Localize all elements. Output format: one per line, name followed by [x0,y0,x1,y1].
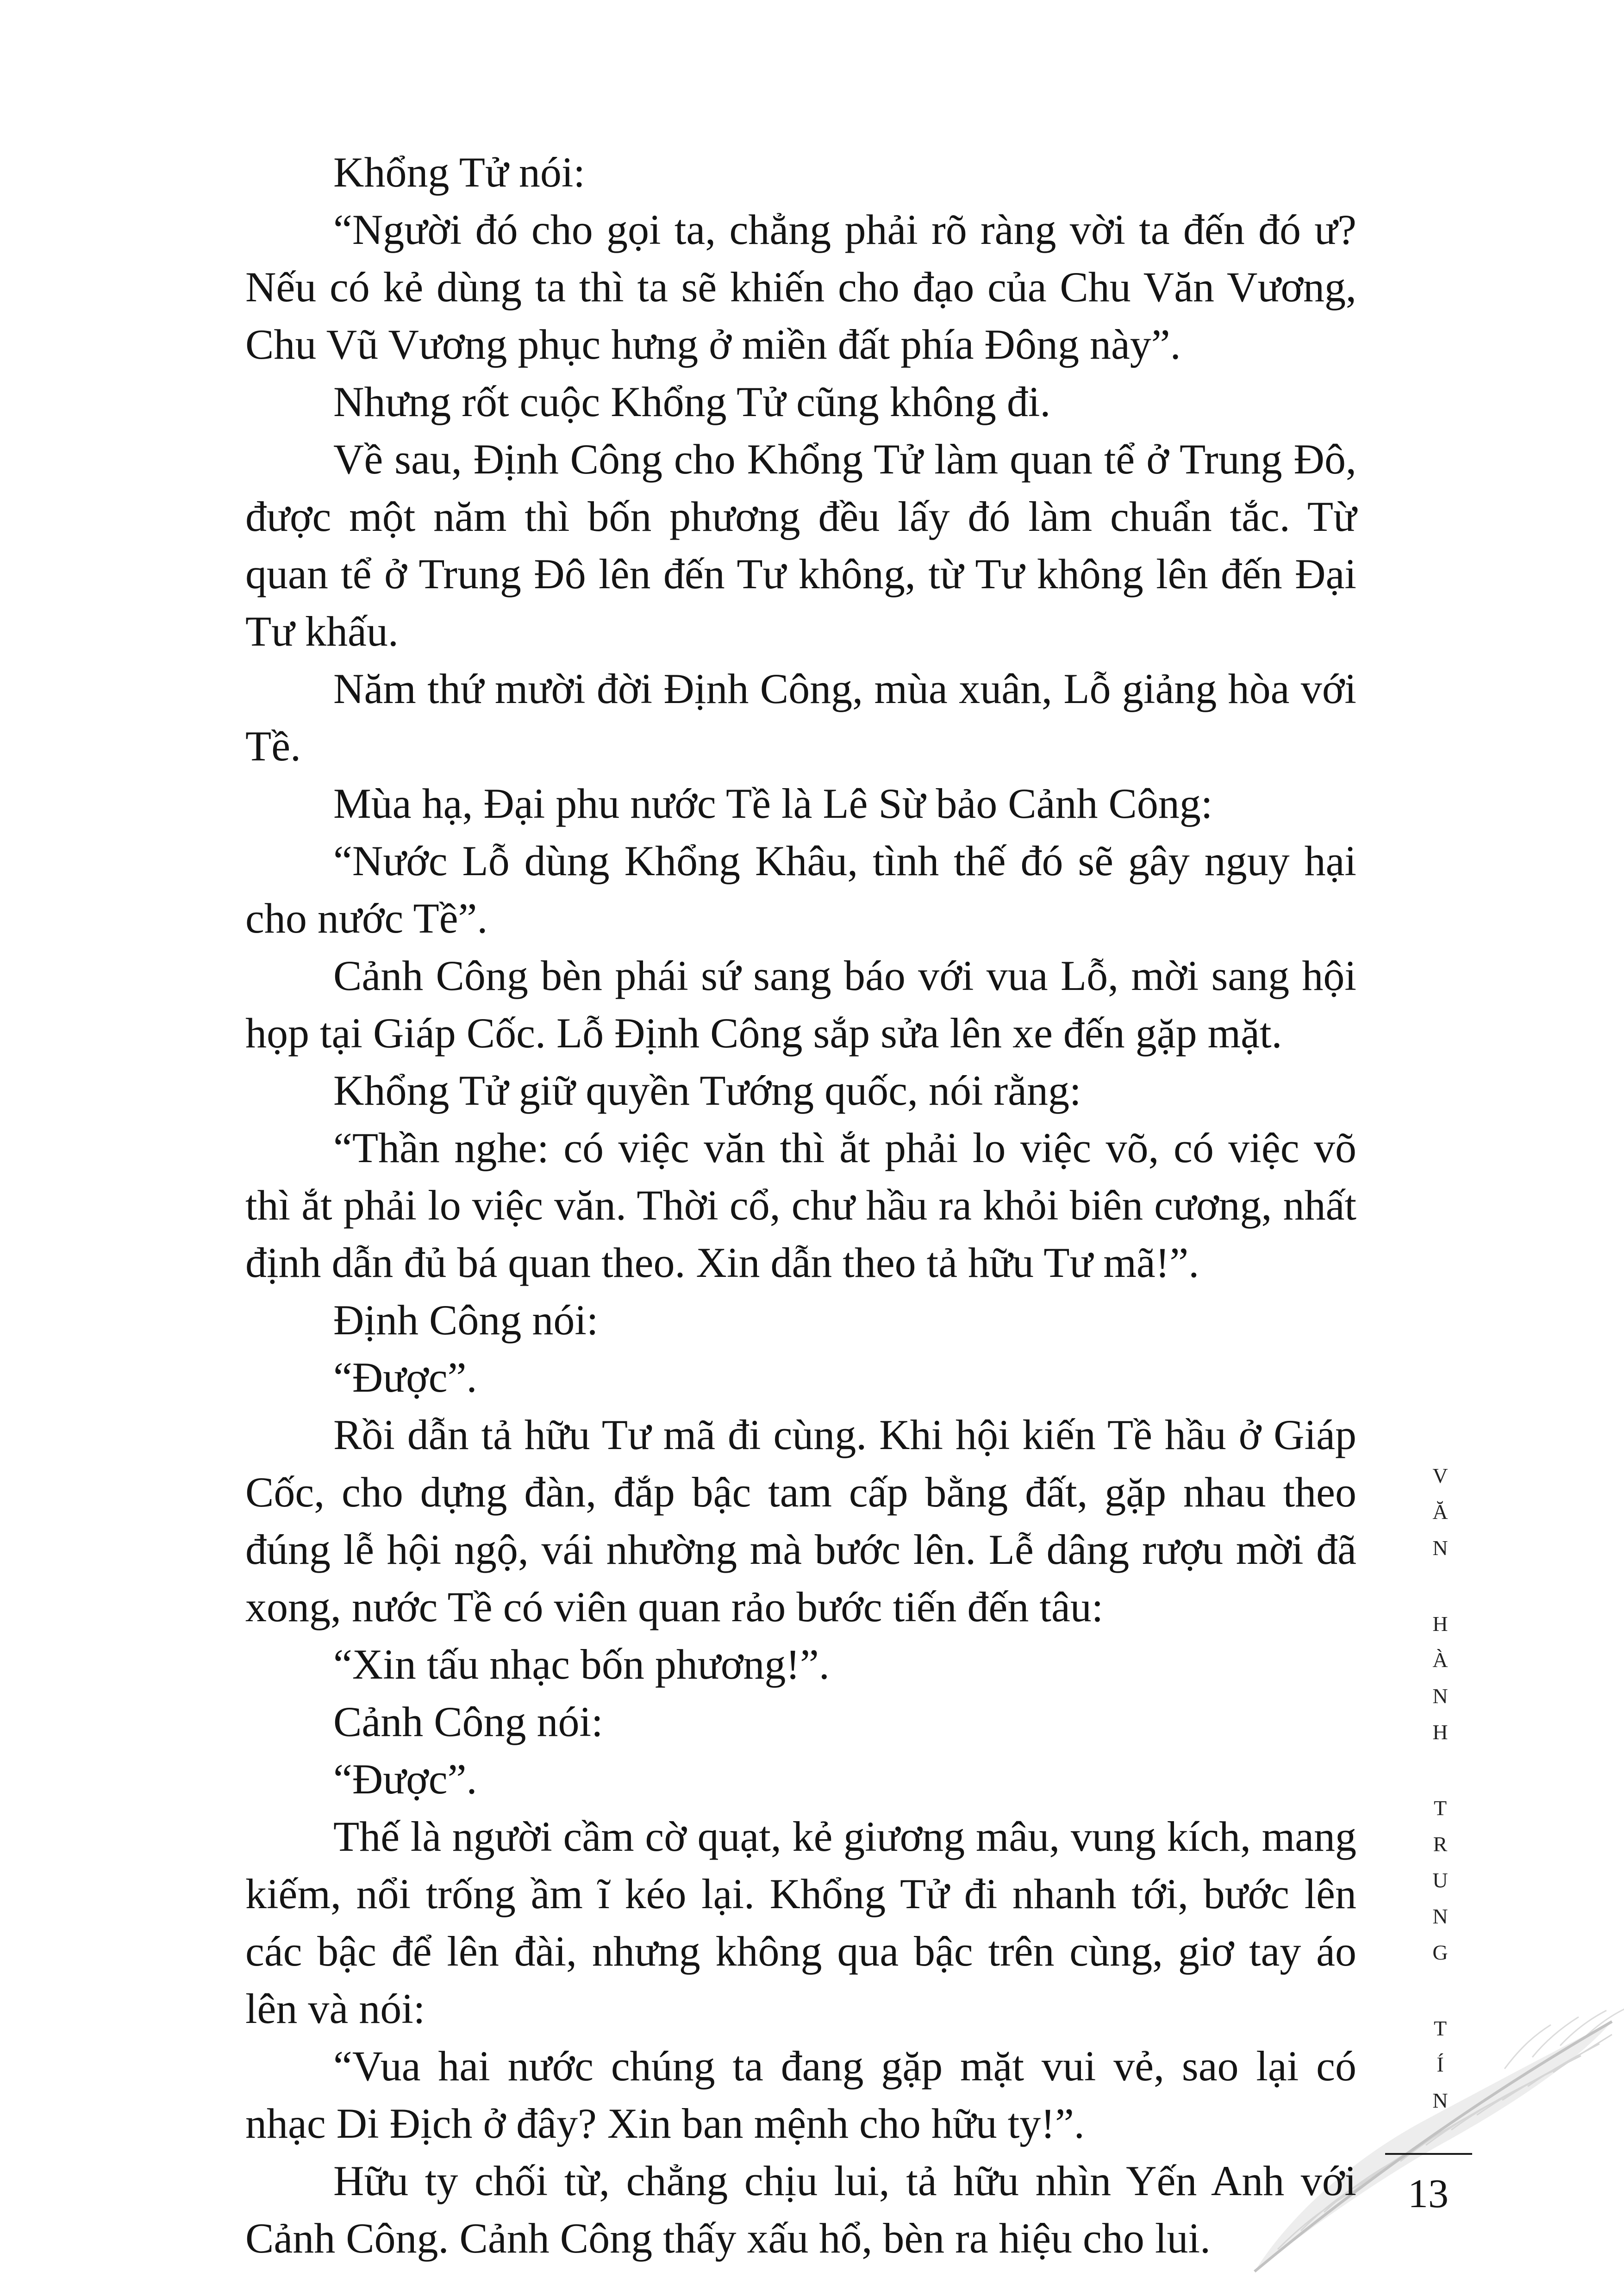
sidebar-word [1425,1790,1455,1971]
body-paragraph: Mùa hạ, Đại phu nước Tề là Lê Sừ bảo Cảnh Công: [333,780,1213,827]
sidebar-word [1425,2010,1455,2119]
sidebar-letter: N [1432,1684,1448,1708]
sidebar-letter: T [1433,1796,1447,1820]
sidebar-letter: T [1433,2016,1447,2040]
sidebar-letter: R [1433,1832,1448,1856]
body-paragraph: Thế là người cầm cờ quạt, kẻ giương mâu, vung kích, mang kiếm, nổi trống ầm ĩ kéo lại. Khổng Tử đi nhanh tới, bước lên các bậc để lên đài, nhưng không qua bậc trên cùng, giơ tay áo lên và nói: [245,1813,1356,2032]
body-paragraph: “Nước Lỗ dùng Khổng Khâu, tình thế đó sẽ gây nguy hại cho nước Tề”. [245,837,1356,942]
body-paragraph: Khổng Tử giữ quyền Tướng quốc, nói rằng: [333,1067,1081,1114]
sidebar-letter: Í [1437,2053,1444,2076]
sidebar-letter: N [1432,1536,1448,1560]
body-paragraph: “Được”. [333,1755,477,1803]
sidebar-word [1425,1458,1455,1566]
sidebar-letter: V [1432,1464,1448,1487]
body-paragraph: “Thần nghe: có việc văn thì ắt phải lo việc võ, có việc võ thì ắt phải lo việc văn. Thời cổ, chư hầu ra khỏi biên cương, nhất định dẫn đủ bá quan theo. Xin dẫn theo tả hữu Tư mã!”. [245,1124,1356,1286]
sidebar-letter: H [1432,1612,1448,1636]
body-paragraph: Hữu ty chối từ, chẳng chịu lui, tả hữu nhìn Yến Anh với Cảnh Công. Cảnh Công thấy xấu hổ, bèn ra hiệu cho lui. [245,2157,1356,2262]
footer-divider [1385,2153,1472,2155]
body-paragraph: Cảnh Công nói: [333,1698,603,1745]
sidebar-letter: U [1432,1868,1448,1892]
body-paragraph: Định Công nói: [333,1296,599,1344]
body-paragraph: Nhưng rốt cuộc Khổng Tử cũng không đi. [333,378,1051,425]
body-paragraph: “Xin tấu nhạc bốn phương!”. [333,1641,830,1688]
sidebar-letter: À [1432,1648,1448,1672]
sidebar-letter: G [1432,1941,1448,1964]
sidebar-letter: Ă [1432,1500,1448,1524]
sidebar-letter: N [1432,2089,1448,2112]
body-paragraph: Năm thứ mười đời Định Công, mùa xuân, Lỗ giảng hòa với Tề. [245,665,1356,770]
body-paragraph: “Người đó cho gọi ta, chẳng phải rõ ràng vời ta đến đó ư? Nếu có kẻ dùng ta thì ta sẽ khiến cho đạo của Chu Văn Vương, Chu Vũ Vương phục hưng ở miền đất phía Đông này”. [245,206,1356,368]
sidebar-word [1425,1606,1455,1750]
page-number: 13 [1408,2172,1449,2216]
body-paragraph: “Vua hai nước chúng ta đang gặp mặt vui vẻ, sao lại có nhạc Di Địch ở đây? Xin ban mệnh cho hữu ty!”. [245,2042,1356,2147]
sidebar-letter: N [1432,1904,1448,1928]
body-paragraph: Rồi dẫn tả hữu Tư mã đi cùng. Khi hội kiến Tề hầu ở Giáp Cốc, cho dựng đàn, đắp bậc tam cấp bằng đất, gặp nhau theo đúng lễ hội ngộ, vái nhường mà bước lên. Lễ dâng rượu mời đã xong, nước Tề có viên quan rảo bước tiến đến tâu: [245,1411,1356,1630]
body-paragraph: Cảnh Công bèn phái sứ sang báo với vua Lỗ, mời sang hội họp tại Giáp Cốc. Lỗ Định Công sắp sửa lên xe đến gặp mặt. [245,952,1356,1057]
body-paragraph: Về sau, Định Công cho Khổng Tử làm quan tể ở Trung Đô, được một năm thì bốn phương đều lấy đó làm chuẩn tắc. Từ quan tể ở Trung Đô lên đến Tư không, từ Tư không lên đến Đại Tư khấu. [245,436,1356,655]
sidebar-letter: H [1432,1720,1448,1744]
body-paragraph: “Được”. [333,1354,477,1401]
text-block [245,143,1356,2267]
body-paragraph: Khổng Tử nói: [333,149,585,196]
sidebar-vertical-title [1425,1458,1455,2159]
